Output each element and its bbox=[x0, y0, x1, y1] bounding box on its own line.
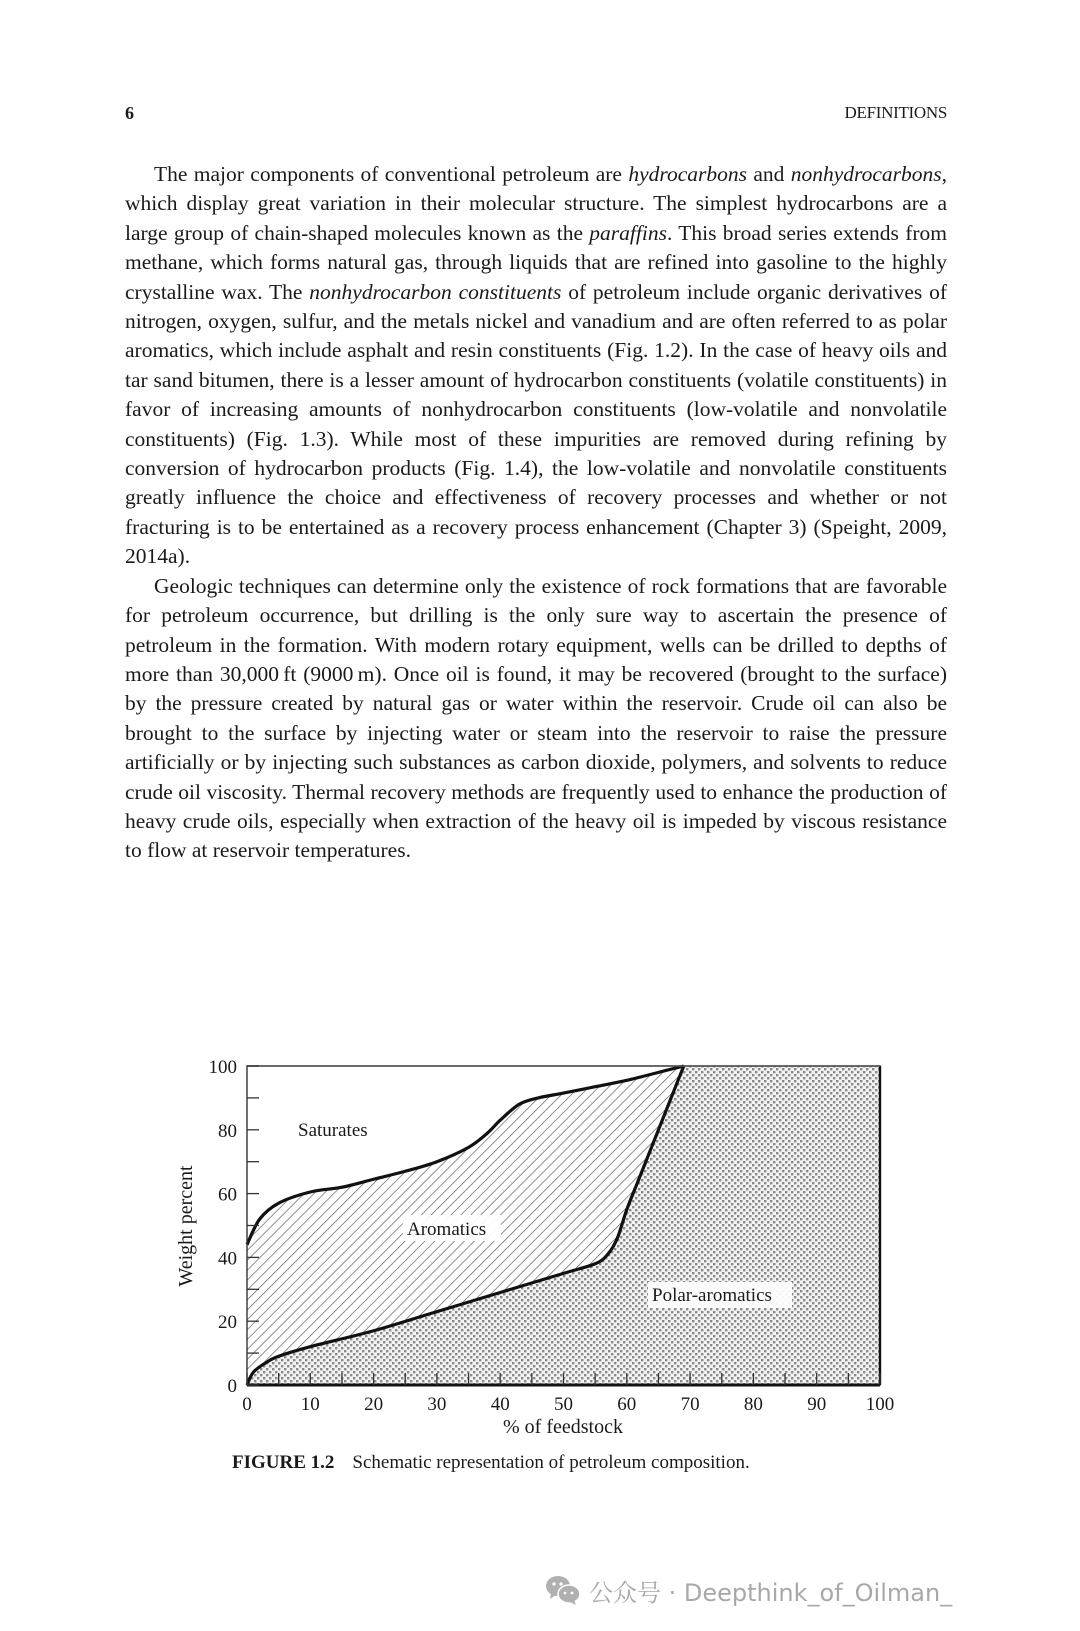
svg-text:70: 70 bbox=[680, 1394, 700, 1415]
plot-area bbox=[247, 1066, 880, 1385]
text-run: , which display great variation in their molecular structure. The simplest hydrocarbons are a large group of chain-shaped molecules known as the bbox=[125, 162, 948, 245]
svg-text:100: 100 bbox=[865, 1394, 895, 1415]
svg-text:30: 30 bbox=[427, 1394, 447, 1415]
composition-chart bbox=[170, 1050, 930, 1450]
figure-1-2 bbox=[170, 1050, 930, 1480]
emphasis-term: paraffins bbox=[589, 220, 667, 245]
text-run: of petroleum include organic derivatives of nitrogen, oxygen, sulfur, and the metals nickel and vanadium and are often referred to as polar aromatics, which include asphalt and resin constituents (Fig. 1.2). In the case of heavy oils and tar sand bitumen, there is a lesser amount of hydrocarbon constituents (volatile constituents) in favor of increasing amounts of nonhydrocarbon constituents (low-volatile and nonvolatile constituents) (Fig. 1.3). While most of these impurities are removed during refining by conversion of hydrocarbon products (Fig. 1.4), the low-volatile and nonvolatile constituents greatly influence the choice and effectiveness of recovery processes and whether or not fracturing is to be entertained as a recovery process enhancement (Chapter 3) (Speight, 2009, 2014a). bbox=[125, 279, 948, 569]
saturates-label: Saturates bbox=[298, 1120, 368, 1141]
svg-text:60: 60 bbox=[617, 1394, 637, 1415]
svg-text:90: 90 bbox=[807, 1394, 827, 1415]
running-head bbox=[125, 103, 947, 127]
svg-text:80: 80 bbox=[743, 1394, 763, 1415]
x-axis-ticks bbox=[247, 1373, 880, 1385]
text-run: . This broad series extends from methane, which forms natural gas, through liquids that are refined into gasoline to the highly crystalline wax. The bbox=[125, 220, 947, 304]
svg-text:10: 10 bbox=[300, 1394, 320, 1415]
caption-text: Schematic representation of petroleum composition. bbox=[352, 1452, 750, 1473]
svg-text:0: 0 bbox=[227, 1376, 237, 1397]
svg-text:50: 50 bbox=[554, 1394, 573, 1415]
svg-text:40: 40 bbox=[218, 1248, 237, 1270]
svg-text:20: 20 bbox=[364, 1394, 384, 1415]
svg-text:100: 100 bbox=[208, 1057, 237, 1078]
aromatics-label: Aromatics bbox=[407, 1219, 487, 1240]
section-title: DEFINITIONS bbox=[844, 103, 947, 122]
y-tick-labels bbox=[209, 1057, 238, 1397]
emphasis-term: hydrocarbons bbox=[628, 162, 747, 186]
paragraph-2: Geologic techniques can determine only the existence of rock formations that are favorable for petroleum occurrence, but drilling is the only sure way to ascertain the presence of petroleum in the formation. With modern rotary equipment, wells can be drilled to depths of more than 30,000 ft (9000 m). Once oil is found, it may be recovered (brought to the surface) by the pressure created by natural gas or water within the reservoir. Crude oil can also be brought to the surface by injecting water or steam into the reservoir to raise the pressure artificially or by injecting such substances as carbon dioxide, polymers, and solvents to reduce crude oil viscosity. Thermal recovery methods are frequently used to enhance the production of heavy crude oils, especially when extraction of the heavy oil is impeded by viscous resistance to flow at reservoir temperatures. bbox=[125, 573, 947, 863]
y-axis-title: Weight percent bbox=[175, 1165, 197, 1287]
figure-caption bbox=[232, 1452, 750, 1474]
x-axis-title: % of feedstock bbox=[503, 1416, 623, 1438]
polar-aromatics-label: Polar-aromatics bbox=[652, 1285, 772, 1306]
paragraph-1 bbox=[125, 160, 947, 572]
watermark-text: 公众号 · Deepthink_of_Oilman_ bbox=[589, 1578, 953, 1607]
text-run: and bbox=[746, 162, 791, 186]
svg-text:60: 60 bbox=[218, 1184, 237, 1206]
page-number: 6 bbox=[125, 103, 134, 123]
emphasis-term: nonhydrocarbon constituents bbox=[309, 279, 562, 304]
svg-text:20: 20 bbox=[218, 1312, 237, 1334]
x-tick-labels bbox=[242, 1394, 894, 1415]
watermark bbox=[545, 1573, 952, 1607]
svg-text:40: 40 bbox=[490, 1394, 510, 1415]
emphasis-term: nonhydrocarbons bbox=[790, 162, 942, 186]
text-run: The major components of conventional petroleum are bbox=[154, 162, 629, 186]
svg-text:0: 0 bbox=[242, 1394, 252, 1415]
figure-number: FIGURE 1.2 bbox=[232, 1452, 335, 1473]
body-text bbox=[125, 160, 947, 866]
wechat-icon bbox=[545, 1574, 581, 1606]
svg-text:80: 80 bbox=[218, 1120, 237, 1142]
